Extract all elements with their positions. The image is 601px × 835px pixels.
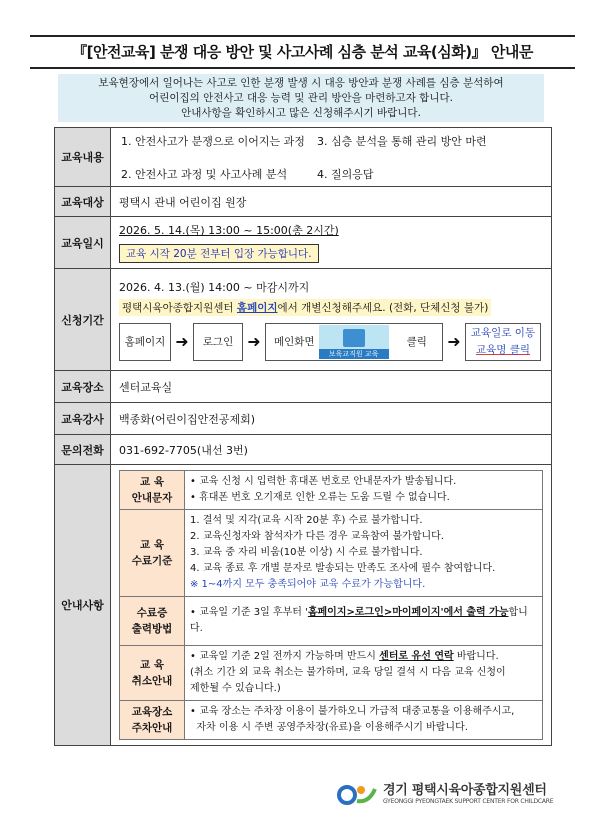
notice-label: 수료증 출력방법 — [120, 597, 185, 646]
place-value: 센터교육실 — [111, 371, 552, 403]
notice-row — [120, 701, 543, 740]
row-contact — [55, 435, 552, 465]
schedule-cell — [111, 217, 552, 269]
row-place — [55, 371, 552, 403]
intro-box — [58, 74, 544, 122]
schedule-note: 교육 시작 20분 전부터 입장 가능합니다. — [119, 244, 319, 263]
row-content — [55, 128, 552, 187]
content-cell — [111, 128, 552, 187]
row-apply — [55, 269, 552, 371]
arrow-icon: ➜ — [247, 332, 261, 351]
apply-deadline: 2026. 4. 13.(월) 14:00 ~ 마감시까지 — [119, 280, 310, 294]
completion-note: ※ 1~4까지 모두 충족되어야 교육 수료가 가능합니다. — [190, 579, 426, 590]
book-icon — [343, 329, 365, 347]
apply-flow — [119, 323, 550, 361]
apply-instruction — [119, 299, 491, 316]
label-apply: 신청기간 — [55, 269, 111, 371]
info-table — [54, 127, 552, 746]
schedule-date: 2026. 5. 14.(목) 13:00 ~ 15:00(총 2시간) — [119, 224, 339, 237]
row-schedule — [55, 217, 552, 269]
row-target — [55, 187, 552, 217]
homepage-link[interactable]: 홈페이지 — [236, 301, 278, 314]
label-notice: 안내사항 — [55, 465, 111, 746]
notice-label: 교 육 수료기준 — [120, 510, 185, 597]
notice-row — [120, 597, 543, 646]
education-banner-thumbnail — [319, 325, 389, 359]
intro-line: 안내사항을 확인하시고 많은 신청해주시기 바랍니다. — [181, 107, 421, 119]
flow-step-login: 로그인 — [193, 323, 243, 361]
thumb-label: 보육교직원 교육 — [319, 349, 389, 359]
intro-line: 보육현장에서 일어나는 사고로 인한 분쟁 발생 시 대응 방안과 분쟁 사례를 심층 분석하여 — [98, 77, 504, 89]
arrow-icon: ➜ — [447, 332, 461, 351]
label-contact: 문의전화 — [55, 435, 111, 465]
notice-label: 교 육 안내문자 — [120, 471, 185, 510]
content-item: 4. 질의응답 — [317, 167, 374, 181]
certificate-path: 홈페이지>로그인>마이페이지'에서 출력 가능 — [307, 607, 509, 618]
content-item: 3. 심층 분석을 통해 관리 방안 마련 — [317, 134, 487, 148]
row-lecturer — [55, 403, 552, 435]
footer-center-sub: GYEONGGI PYEONGTAEK SUPPORT CENTER FOR CHILDCARE — [383, 798, 554, 805]
footer-logo — [335, 777, 553, 807]
target-value: 평택시 관내 어린이집 원장 — [111, 187, 552, 217]
label-schedule: 교육일시 — [55, 217, 111, 269]
content-item: 2. 안전사고 과정 및 사고사례 분석 — [121, 167, 288, 181]
page-title: 『[안전교육] 분쟁 대응 방안 및 사고사례 심층 분석 교육(심화)』 안내문 — [30, 35, 575, 69]
notice-body: • 교육 신청 시 입력한 휴대폰 번호로 안내문자가 발송됩니다. • 휴대폰 번호 오기재로 인한 오류는 도움 드릴 수 없습니다. — [185, 471, 543, 510]
notice-table — [119, 470, 543, 740]
notice-cell — [111, 465, 552, 746]
intro-line: 어린이집의 안전사고 대응 능력 및 관리 방안을 마련하고자 합니다. — [149, 92, 453, 104]
contact-value: 031-692-7705(내선 3번) — [111, 435, 552, 465]
flow-step-click: 클릭 — [406, 336, 427, 348]
flow-step-final — [465, 323, 541, 361]
notice-label: 교 육 취소안내 — [120, 646, 185, 701]
arrow-icon: ➜ — [175, 332, 189, 351]
phone-contact-emphasis: 센터로 유선 연락 — [379, 651, 454, 662]
notice-body: • 교육일 기준 3일 후부터 '홈페이지>로그인>마이페이지'에서 출력 가능합니다. — [185, 597, 543, 646]
label-place: 교육장소 — [55, 371, 111, 403]
row-notice — [55, 465, 552, 746]
notice-body: • 교육일 기준 2일 전까지 가능하며 반드시 센터로 유선 연락 바랍니다. (취소 기간 외 교육 취소는 불가하며, 교육 당일 결석 시 다음 교육 신청이 제한될 수 있습니다.) — [185, 646, 543, 701]
notice-label: 교육장소 주차안내 — [120, 701, 185, 740]
apply-suffix: 에서 개별신청해주세요. (전화, 단체신청 불가) — [277, 301, 489, 314]
footer-center-name: 경기 평택시육아종합지원센터 — [383, 783, 547, 798]
final-line2: 교육명 클릭 — [475, 343, 531, 356]
notice-row — [120, 510, 543, 597]
apply-cell — [111, 269, 552, 371]
content-item: 1. 안전사고가 분쟁으로 이어지는 과정 — [121, 134, 305, 148]
notice-row — [120, 471, 543, 510]
label-lecturer: 교육강사 — [55, 403, 111, 435]
flow-step-main — [265, 323, 443, 361]
notice-body: 1. 결석 및 지각(교육 시작 20분 후) 수료 불가합니다. 2. 교육신청자와 참석자가 다른 경우 교육참여 불가합니다. 3. 교육 중 자리 비움(10분 이상) 시 수료 불가합니다. 4. 교육 종료 후 개별 문자로 발송되는 만족도 조사에 필수 참여합니다. ※ 1~4까지 모두 충족되어야 교육 수료가 가능합니다. — [185, 510, 543, 597]
notice-row — [120, 646, 543, 701]
label-target: 교육대상 — [55, 187, 111, 217]
flow-step-homepage: 홈페이지 — [119, 323, 171, 361]
apply-prefix: 평택시육아종합지원센터 — [122, 301, 237, 314]
notice-body: • 교육 장소는 주차장 이용이 불가하오니 가급적 대중교통을 이용해주시고, 자차 이용 시 주변 공영주차장(유료)을 이용해주시기 바랍니다. — [185, 701, 543, 740]
lecturer-value: 백종화(어린이집안전공제회) — [111, 403, 552, 435]
center-logo-icon — [335, 777, 379, 807]
final-line1: 교육일로 이동 — [470, 326, 536, 339]
label-content: 교육내용 — [55, 128, 111, 187]
flow-step-main-label: 메인화면 — [274, 336, 315, 348]
